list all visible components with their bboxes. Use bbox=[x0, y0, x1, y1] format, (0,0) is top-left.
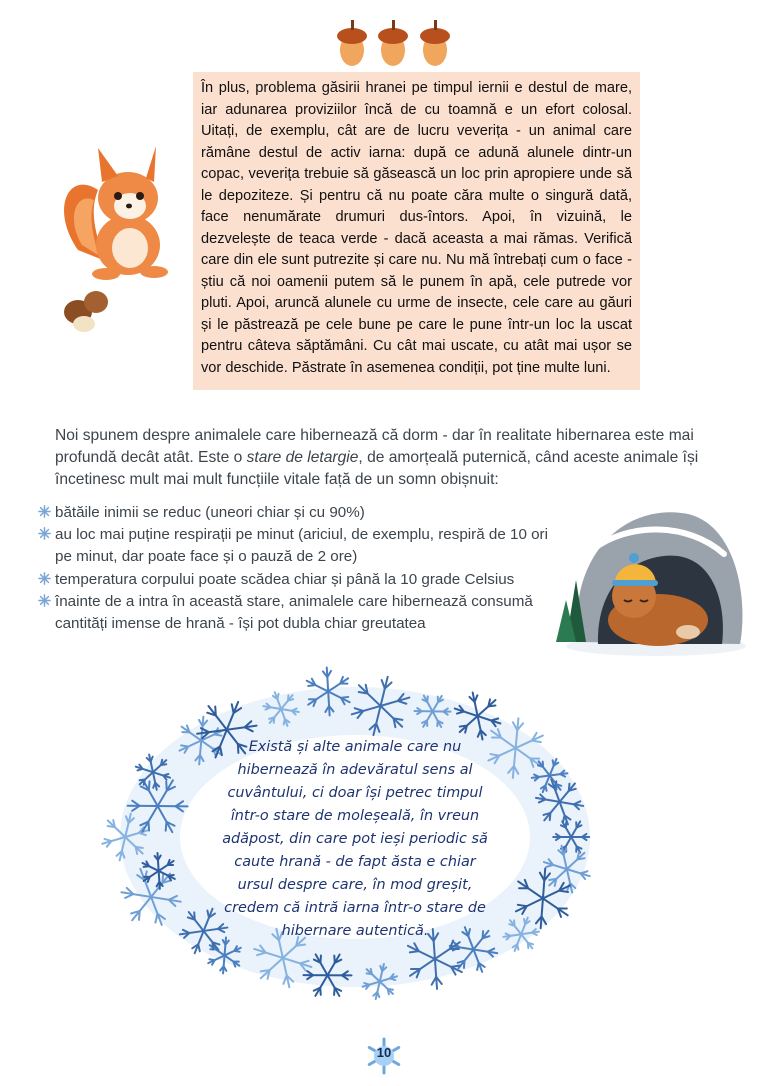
squirrel-illustration bbox=[58, 140, 188, 340]
snowflake-icon bbox=[38, 594, 51, 607]
list-item-text: înainte de a intra în această stare, animalele care hibernează consumă cantități imense de hrană - își pot dubla chiar greutatea bbox=[55, 592, 533, 633]
intro-paragraph bbox=[55, 425, 720, 492]
hazelnut-icon bbox=[64, 291, 108, 332]
acorn-icon bbox=[378, 20, 408, 66]
page-number-badge bbox=[364, 1036, 404, 1076]
list-item-text: au loc mai puține respirații pe minut (ariciul, de exemplu, respiră de 10 ori pe minut, dar poate face și o pauză de 2 ore) bbox=[55, 526, 548, 566]
squirrel-info-box bbox=[193, 72, 640, 390]
acorn-icon bbox=[420, 20, 450, 66]
list-item bbox=[38, 524, 553, 568]
page-number: 10 bbox=[376, 1045, 392, 1060]
hibernation-intro bbox=[55, 425, 720, 492]
intro-text-start: Noi spunem despre animalele care hibernează că dorm - dar în realitate hibernarea este mai profundă decât atât. Este o bbox=[55, 427, 694, 467]
wreath-caption: Există și alte animale care nu hibernează în adevăratul sens al cuvântului, ci doar își petrec timpul într-o stare de moleșeală, în vreun adăpost, din care pot ieși periodic să caute hrană - de fapt ăsta e chiar ursul despre care, în mod greșit, credem că intră iarna într-o stare de hibernare autentică. bbox=[222, 739, 488, 939]
squirrel-paragraph: În plus, problema găsirii hranei pe timpul iernii e destul de mare, iar adunarea proviziilor încă de cu toamnă e un efort colosal. Uitați, de exemplu, cât are de lucru veverița - un animal care rămâne destul de activ iarna: după ce adună alunele dintr-un copac, veverița trebuie să găsească un loc prin apropiere unde să le depoziteze. Și pentru că nu poate căra multe o singură dată, face nenumărate drumuri dus-întors. Apoi, în vizuină, le dezvelește de teaca verde - dacă aceasta a mai rămas. Verifică care din ele sunt putrezite și care nu. Nu mă întrebați cum o face - știu că noi oamenii putem să le punem în apă, cele putrede vor pluti. Apoi, aruncă alunele cu urme de insecte, cele care au găuri și le păstrează pe cele bune pe care le pune într-un loc la uscat pentru câteva săptămâni. Cu cât mai uscate, cu atât mai ușor se vor deschide. Păstrate în asemenea condiții, pot ține multe luni. bbox=[201, 80, 632, 376]
list-item-text: temperatura corpului poate scădea chiar și până la 10 grade Celsius bbox=[55, 570, 515, 588]
hibernation-facts-list bbox=[38, 502, 553, 635]
list-item-text: bătăile inimii se reduc (uneori chiar și cu 90%) bbox=[55, 504, 365, 521]
acorns-decoration bbox=[330, 14, 460, 72]
sleeping-bear-illustration bbox=[548, 492, 746, 657]
snowflake-icon bbox=[38, 505, 51, 518]
list-item bbox=[38, 569, 553, 591]
list-item bbox=[38, 591, 553, 635]
intro-emphasis: stare de letargie bbox=[246, 449, 359, 467]
list-item bbox=[38, 502, 553, 524]
snowflake-icon bbox=[38, 527, 51, 540]
snowflake-icon bbox=[38, 572, 51, 585]
acorn-icon bbox=[337, 20, 367, 66]
intro-text-end: , de amorțeală puternică, când aceste animale își încetinesc mult mai mult funcțiile vitale față de un somn obișnuit: bbox=[55, 449, 699, 489]
